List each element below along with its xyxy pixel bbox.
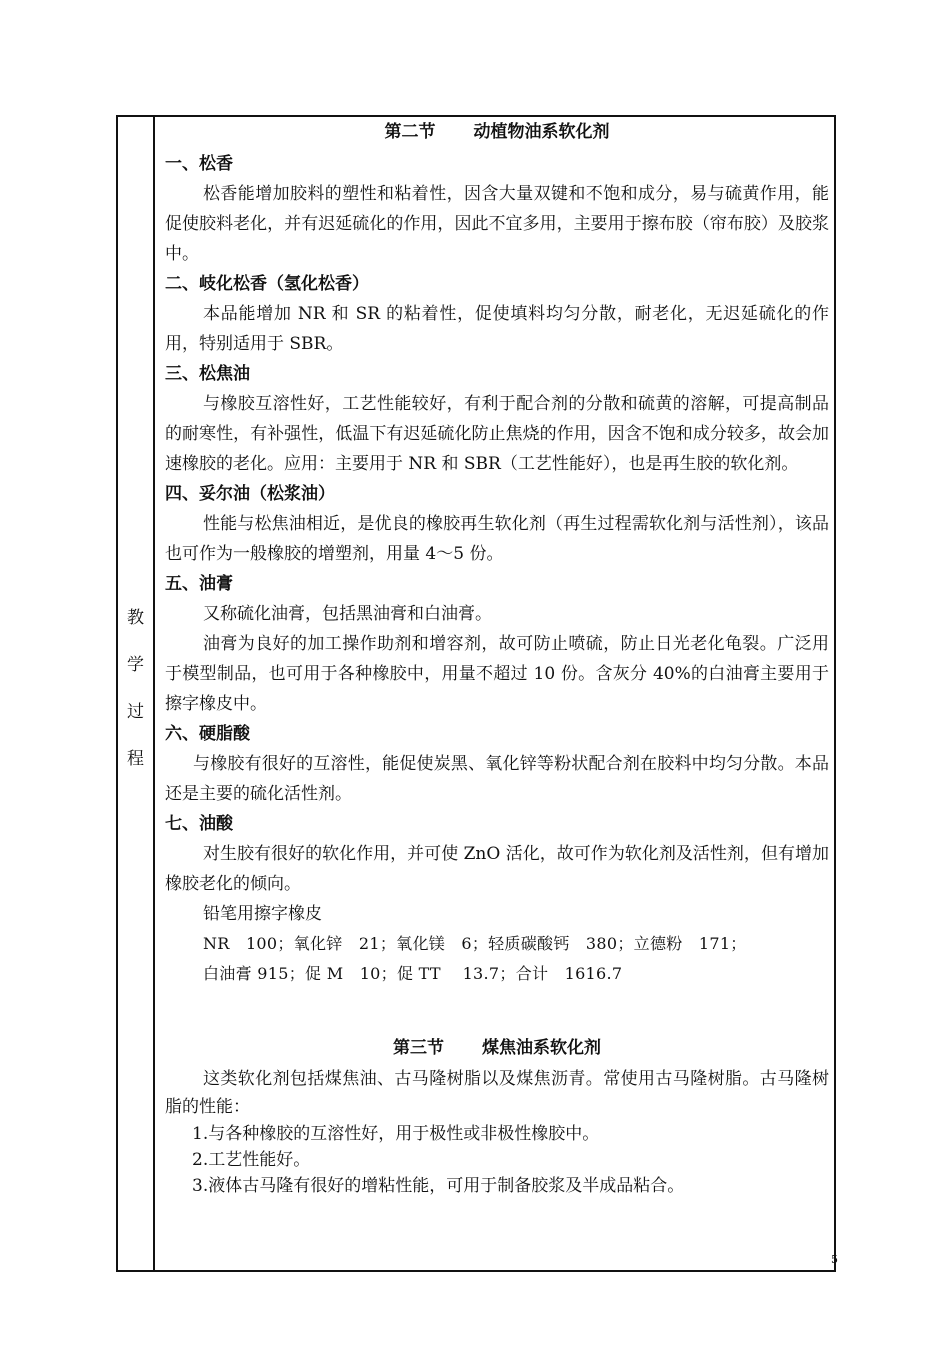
item-heading: 二、岐化松香（氢化松香）	[165, 274, 369, 294]
column-divider	[153, 115, 155, 1272]
side-char: 学	[127, 655, 144, 675]
item-paragraph: 对生胶有很好的软化作用，并可使 ZnO 活化，故可作为软化剂及活性剂，但有增加橡胶老化的倾向。	[165, 844, 829, 894]
section-3-title	[165, 1033, 829, 1065]
item-paragraph: 与橡胶有很好的互溶性，能促使炭黑、氧化锌等粉状配合剂在胶料中均匀分散。本品还是主要的硫化活性剂。	[165, 754, 829, 804]
item-heading: 四、妥尔油（松浆油）	[165, 484, 335, 504]
section-2-number: 第二节	[384, 122, 436, 142]
list-item: 3.液体古马隆有很好的增粘性能，可用于制备胶浆及半成品粘合。	[192, 1176, 685, 1196]
property-list	[165, 1121, 829, 1199]
formula-line: NR 100；氧化锌 21；氧化镁 6；轻质碳酸钙 380；立德粉 171；	[203, 934, 747, 953]
side-char: 过	[127, 702, 144, 722]
item-heading: 五、油膏	[165, 574, 233, 594]
section-3-intro: 这类软化剂包括煤焦油、古马隆树脂以及煤焦沥青。常使用古马隆树脂。古马隆树脂的性能：	[165, 1069, 829, 1117]
item-heading: 六、硬脂酸	[165, 724, 250, 744]
section-3-name: 煤焦油系软化剂	[482, 1038, 601, 1058]
side-char: 程	[127, 749, 144, 769]
side-char: 教	[127, 608, 144, 628]
item-paragraph: 又称硫化油膏，包括黑油膏和白油膏。	[203, 604, 492, 624]
item-paragraph: 松香能增加胶料的塑性和粘着性，因含大量双键和不饱和成分，易与硫黄作用，能促使胶料老化，并有迟延硫化的作用，因此不宜多用，主要用于擦布胶（帘布胶）及胶浆中。	[165, 184, 829, 264]
section-3-number: 第三节	[393, 1038, 444, 1058]
item-heading: 三、松焦油	[165, 364, 250, 384]
item-heading: 一、松香	[165, 154, 233, 174]
lesson-content	[165, 117, 829, 1199]
section-2-title	[165, 117, 829, 149]
list-item: 1.与各种橡胶的互溶性好，用于极性或非极性橡胶中。	[192, 1124, 600, 1144]
item-paragraph: 油膏为良好的加工操作助剂和增容剂，故可防止喷硫，防止日光老化龟裂。广泛用于模型制品，也可用于各种橡胶中，用量不超过 10 份。含灰分 40%的白油膏主要用于擦字橡皮中。	[165, 634, 829, 714]
list-item: 2.工艺性能好。	[192, 1150, 311, 1170]
item-paragraph: 本品能增加 NR 和 SR 的粘着性，促使填料均匀分散，耐老化，无迟延硫化的作用，特别适用于 SBR。	[165, 304, 829, 354]
item-heading: 七、油酸	[165, 814, 233, 834]
side-label-teaching-process	[118, 604, 153, 792]
page-number: 5	[831, 1253, 838, 1266]
item-paragraph: 与橡胶互溶性好，工艺性能较好，有利于配合剂的分散和硫黄的溶解，可提高制品的耐寒性，有补强性，低温下有迟延硫化防止焦烧的作用，因含不饱和成分较多，故会加速橡胶的老化。应用：主要用于 NR 和 SBR（工艺性能好），也是再生胶的软化剂。	[165, 394, 829, 474]
formula-line: 白油膏 915；促 M 10；促 TT 13.7；合计 1616.7	[203, 964, 623, 983]
section-2-name: 动植物油系软化剂	[473, 122, 610, 142]
example-title: 铅笔用擦字橡皮	[203, 904, 322, 924]
item-paragraph: 性能与松焦油相近，是优良的橡胶再生软化剂（再生过程需软化剂与活性剂），该品也可作为一般橡胶的增塑剂，用量 4～5 份。	[165, 514, 829, 564]
